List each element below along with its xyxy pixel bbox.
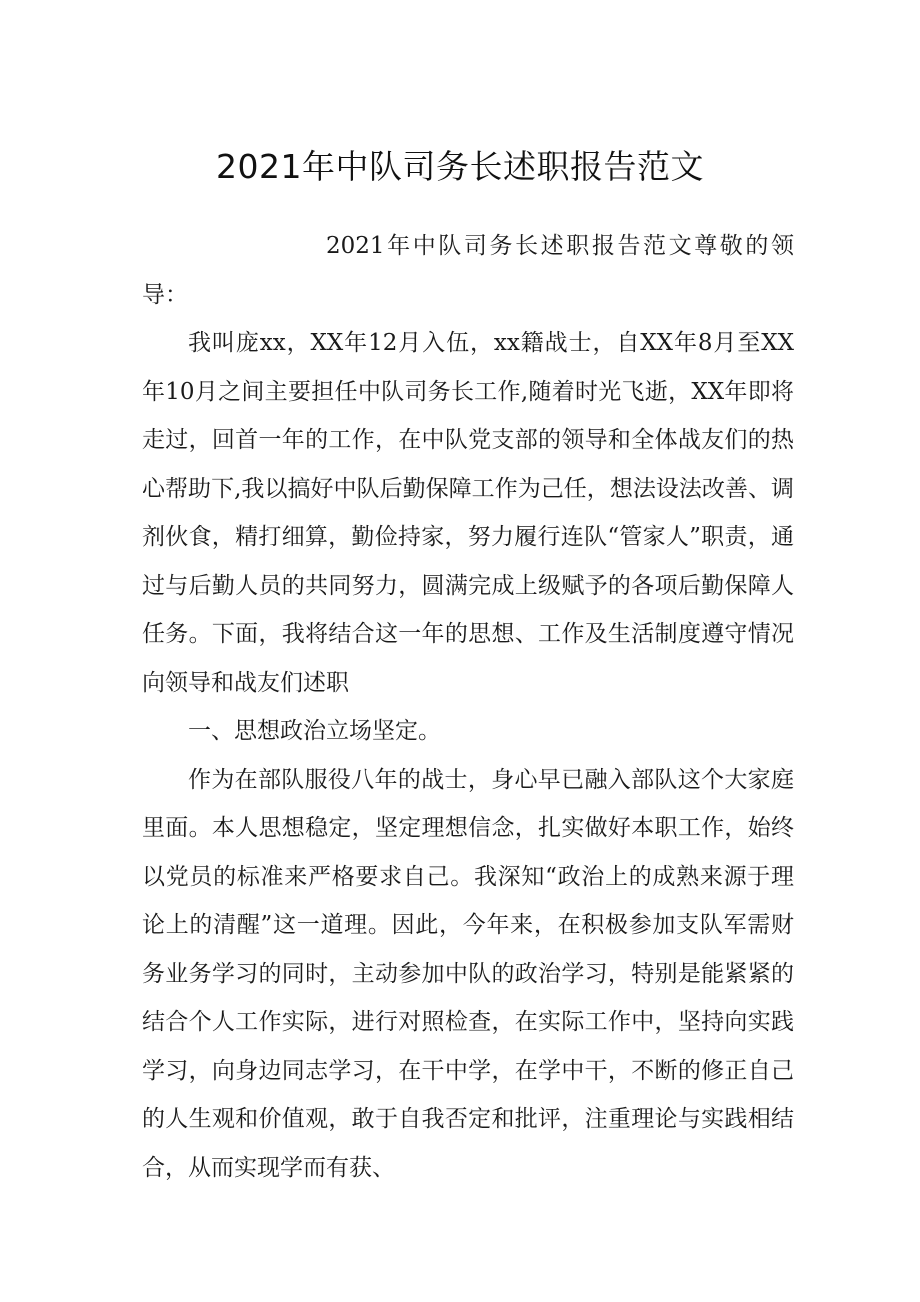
paragraph-introduction: 我叫庞xx，XX年12月入伍，xx籍战士，自XX年8月至XX年10月之间主要担任中队司务长工作,随着时光飞逝，XX年即将走过，回首一年的工作，在中队党支部的领导和全体战友们的热心帮助下,我以搞好中队后勤保障工作为己任，想法设法改善、调剂伙食，精打细算，勤俭持家，努力履行连队“管家人”职责，通过与后勤人员的共同努力，圆满完成上级赋予的各项后勤保障人任务。下面，我将结合这一年的思想、工作及生活制度遵守情况向领导和战友们述职 (142, 330, 794, 696)
document-title: 2021年中队司务长述职报告范文 (216, 147, 704, 186)
paragraph-salutation: 2021年中队司务长述职报告范文尊敬的领导： (142, 233, 794, 308)
document-body (142, 222, 794, 1192)
section-heading-political: 一、思想政治立场坚定。 (188, 718, 441, 744)
paragraph-political-stance: 作为在部队服役八年的战士，身心早已融入部队这个大家庭里面。本人思想稳定，坚定理想信念，扎实做好本职工作，始终以党员的标准来严格要求自己。我深知“政治上的成熟来源于理论上的清醒”这一道理。因此，今年来，在积极参加支队军需财务业务学习的同时，主动参加中队的政治学习，特别是能紧紧的结合个人工作实际，进行对照检查，在实际工作中，坚持向实践学习，向身边同志学习，在干中学，在学中干，不断的修正自己的人生观和价值观，敢于自我否定和批评，注重理论与实践相结合，从而实现学而有获、 (142, 766, 794, 1181)
